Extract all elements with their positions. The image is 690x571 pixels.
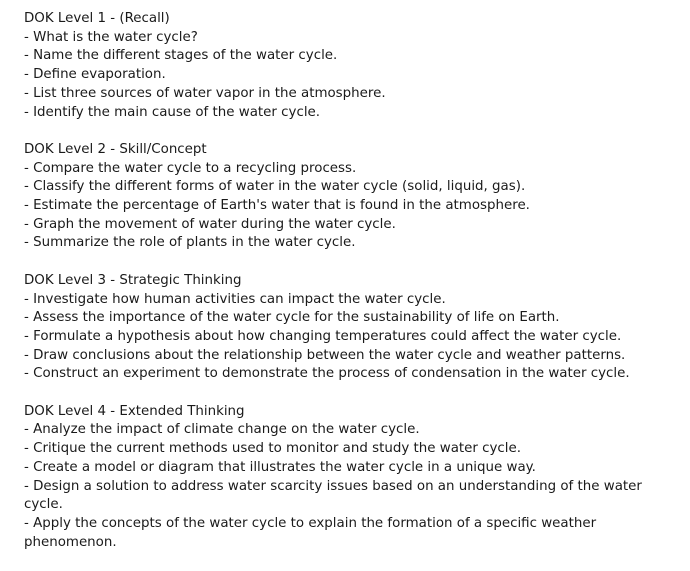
dok-level-3-section bbox=[24, 272, 676, 384]
list-item: - Name the different stages of the water cycle. bbox=[24, 48, 338, 64]
list-item: - Classify the different forms of water in the water cycle (solid, liquid, gas). bbox=[24, 179, 526, 195]
list-item: - Define evaporation. bbox=[24, 67, 166, 83]
list-item: - Create a model or diagram that illustrates the water cycle in a unique way. bbox=[24, 459, 536, 475]
list-item: - Summarize the role of plants in the water cycle. bbox=[24, 235, 356, 251]
dok-level-2-section bbox=[24, 141, 676, 253]
list-item: - Compare the water cycle to a recycling process. bbox=[24, 160, 357, 176]
list-item: - Apply the concepts of the water cycle to explain the formation of a specific weather phenomenon. bbox=[24, 515, 597, 550]
list-item: - Design a solution to address water scarcity issues based on an understanding of the water cycle. bbox=[24, 478, 642, 513]
list-item: - Analyze the impact of climate change on the water cycle. bbox=[24, 422, 420, 438]
section-heading: DOK Level 3 - Strategic Thinking bbox=[24, 272, 242, 288]
list-item: - Critique the current methods used to monitor and study the water cycle. bbox=[24, 441, 522, 457]
document-body bbox=[24, 10, 676, 571]
section-heading: DOK Level 4 - Extended Thinking bbox=[24, 403, 245, 419]
list-item: - Estimate the percentage of Earth's water that is found in the atmosphere. bbox=[24, 198, 530, 214]
section-heading: DOK Level 2 - Skill/Concept bbox=[24, 141, 207, 157]
list-item: - Investigate how human activities can impact the water cycle. bbox=[24, 291, 446, 307]
list-item: - List three sources of water vapor in the atmosphere. bbox=[24, 85, 386, 101]
list-item: - Assess the importance of the water cycle for the sustainability of life on Earth. bbox=[24, 310, 560, 326]
section-heading: DOK Level 1 - (Recall) bbox=[24, 11, 170, 26]
dok-level-4-section bbox=[24, 403, 676, 553]
list-item: - Construct an experiment to demonstrate the process of condensation in the water cycle. bbox=[24, 366, 630, 382]
list-item: - Formulate a hypothesis about how changing temperatures could affect the water cycle. bbox=[24, 328, 622, 344]
list-item: - Identify the main cause of the water cycle. bbox=[24, 104, 321, 120]
list-item: - Graph the movement of water during the water cycle. bbox=[24, 216, 396, 232]
list-item: - What is the water cycle? bbox=[24, 29, 198, 45]
list-item: - Draw conclusions about the relationship between the water cycle and weather patterns. bbox=[24, 347, 626, 363]
dok-level-1-section bbox=[24, 10, 676, 122]
